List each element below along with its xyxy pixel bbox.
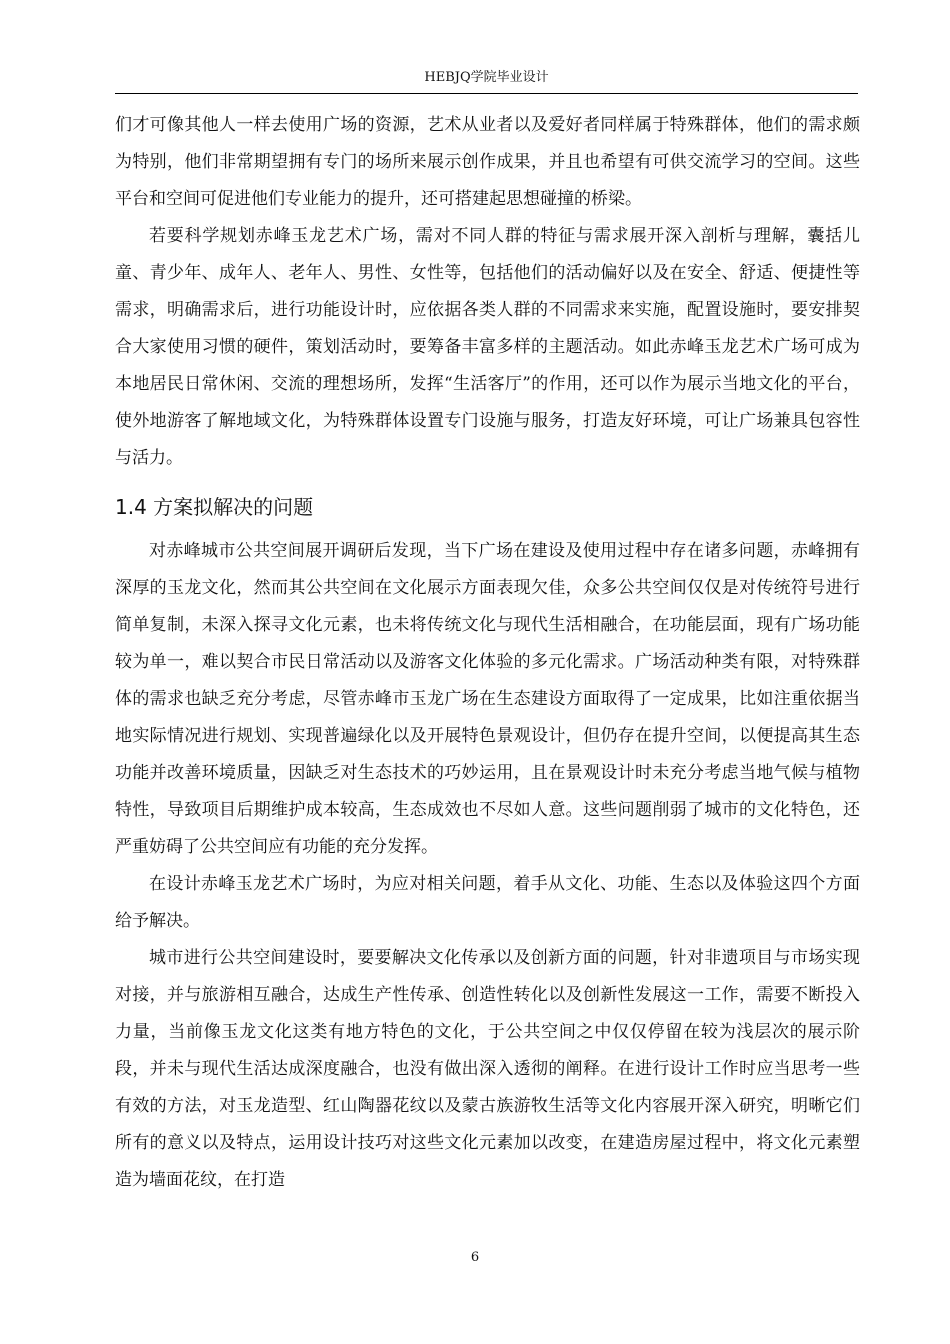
document-body (115, 107, 860, 1199)
paragraph: 在设计赤峰玉龙艺术广场时，为应对相关问题，着手从文化、功能、生态以及体验这四个方面给予解决。 (115, 874, 860, 931)
page-number: 6 (470, 1250, 480, 1265)
page-header: HEBJQ学院毕业设计 (115, 70, 858, 94)
paragraph: 对赤峰城市公共空间展开调研后发现，当下广场在建设及使用过程中存在诸多问题，赤峰拥有深厚的玉龙文化，然而其公共空间在文化展示方面表现欠佳，众多公共空间仅仅是对传统符号进行简单复制，未深入探寻文化元素，也未将传统文化与现代生活相融合，在功能层面，现有广场功能较为单一，难以契合市民日常活动以及游客文化体验的多元化需求。广场活动种类有限，对特殊群体的需求也缺乏充分考虑，尽管赤峰市玉龙广场在生态建设方面取得了一定成果，比如注重依据当地实际情况进行规划、实现普遍绿化以及开展特色景观设计，但仍存在提升空间，以便提高其生态功能并改善环境质量，因缺乏对生态技术的巧妙运用，且在景观设计时未充分考虑当地气候与植物特性，导致项目后期维护成本较高，生态成效也不尽如人意。这些问题削弱了城市的文化特色，还严重妨碍了公共空间应有功能的充分发挥。 (115, 541, 860, 857)
section-heading: 1.4 方案拟解决的问题 (115, 495, 314, 519)
paragraph: 城市进行公共空间建设时，要要解决文化传承以及创新方面的问题，针对非遗项目与市场实现对接，并与旅游相互融合，达成生产性传承、创造性转化以及创新性发展这一工作，需要不断投入力量，当前像玉龙文化这类有地方特色的文化，于公共空间之中仅仅停留在较为浅层次的展示阶段，并未与现代生活达成深度融合，也没有做出深入透彻的阐释。在进行设计工作时应当思考一些有效的方法，对玉龙造型、红山陶器花纹以及蒙古族游牧生活等文化内容展开深入研究，明晰它们所有的意义以及特点，运用设计技巧对这些文化元素加以改变，在建造房屋过程中，将文化元素塑造为墙面花纹，在打造 (115, 948, 860, 1190)
paragraph: 们才可像其他人一样去使用广场的资源，艺术从业者以及爱好者同样属于特殊群体，他们的需求颇为特别，他们非常期望拥有专门的场所来展示创作成果，并且也希望有可供交流学习的空间。这些平台和空间可促进他们专业能力的提升，还可搭建起思想碰撞的桥梁。 (115, 115, 860, 209)
paragraph: 若要科学规划赤峰玉龙艺术广场，需对不同人群的特征与需求展开深入剖析与理解，囊括儿童、青少年、成年人、老年人、男性、女性等，包括他们的活动偏好以及在安全、舒适、便捷性等需求，明确需求后，进行功能设计时，应依据各类人群的不同需求来实施，配置设施时，要安排契合大家使用习惯的硬件，策划活动时，要筹备丰富多样的主题活动。如此赤峰玉龙艺术广场可成为本地居民日常休闲、交流的理想场所，发挥“生活客厅”的作用，还可以作为展示当地文化的平台，使外地游客了解地域文化，为特殊群体设置专门设施与服务，打造友好环境，可让广场兼具包容性与活力。 (115, 226, 860, 468)
